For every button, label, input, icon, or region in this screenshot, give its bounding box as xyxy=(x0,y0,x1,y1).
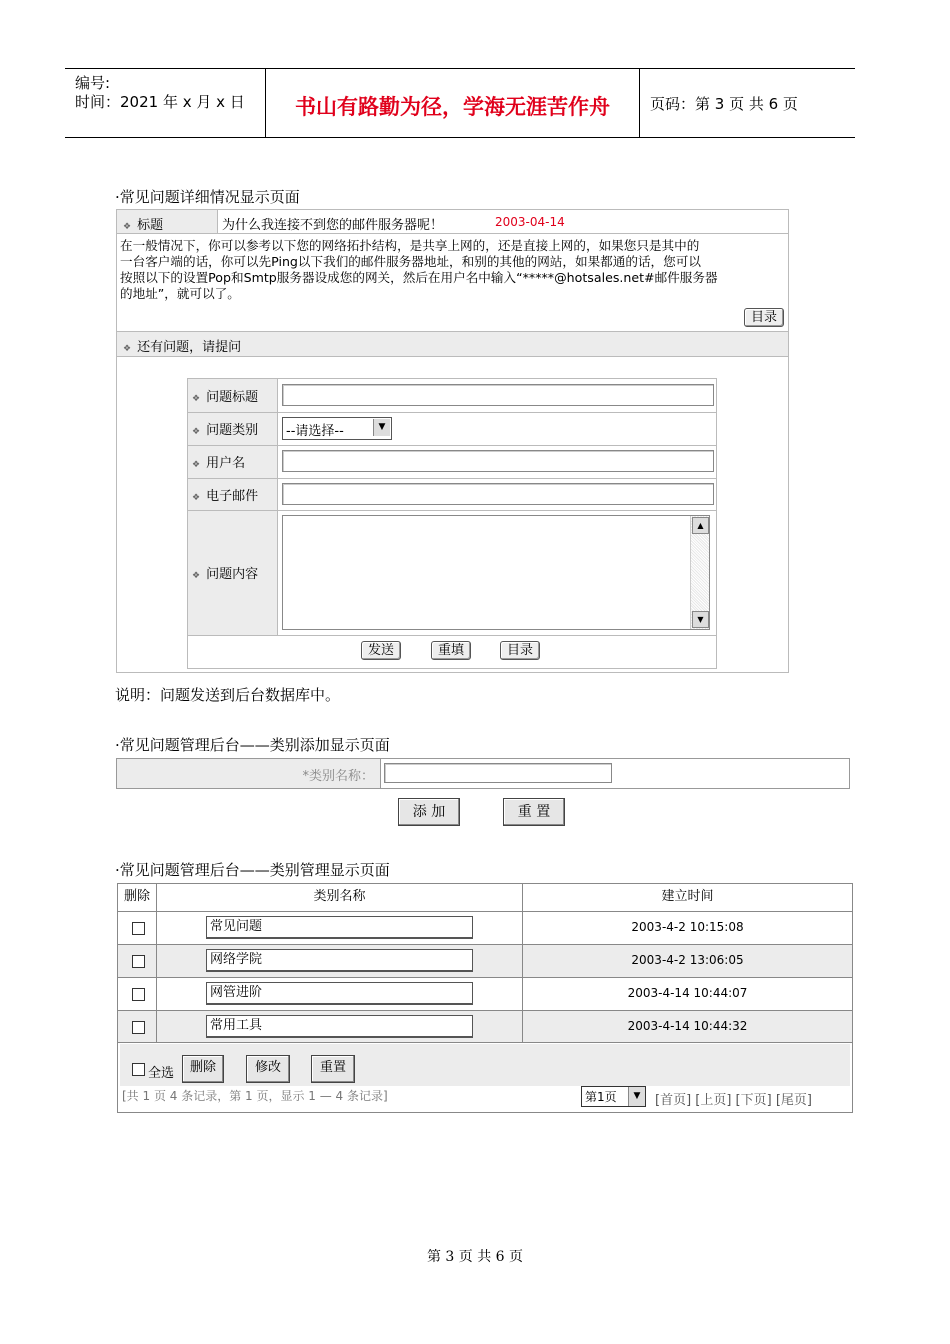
number-label: 编号: xyxy=(75,74,111,92)
answer-text xyxy=(120,238,786,302)
col-category-name: 类别名称 xyxy=(157,884,523,911)
content-textarea[interactable] xyxy=(282,515,710,630)
category-name-label: *类别名称： xyxy=(302,769,374,784)
section1-note: 说明：问题发送到后台数据库中。 xyxy=(115,686,341,704)
header-meta-cell xyxy=(65,69,266,137)
col-delete: 删除 xyxy=(118,884,157,911)
row-checkbox[interactable] xyxy=(132,955,145,968)
created-time: 2003-4-14 10:44:32 xyxy=(627,1019,748,1033)
section3-title: ·常见问题管理后台——类别管理显示页面 xyxy=(115,861,390,879)
select-all-label: 全选 xyxy=(148,1066,175,1081)
page-header xyxy=(65,68,855,138)
send-button[interactable]: 发送 xyxy=(361,641,401,660)
diamond-icon: ❖ xyxy=(192,460,201,470)
row-checkbox[interactable] xyxy=(132,988,145,1001)
scroll-up-icon[interactable]: ▲ xyxy=(692,517,709,534)
email-input[interactable] xyxy=(282,483,714,505)
username-input[interactable] xyxy=(282,450,714,472)
content-label: 问题内容 xyxy=(206,567,259,582)
header-motto-cell xyxy=(266,69,640,137)
question-form xyxy=(187,378,717,669)
ask-question-bar xyxy=(117,331,788,357)
delete-button[interactable]: 删除 xyxy=(182,1055,224,1083)
page-select[interactable] xyxy=(581,1086,646,1107)
category-name-field[interactable]: 网络学院 xyxy=(206,949,473,972)
diamond-icon: ❖ xyxy=(123,222,132,232)
col-created-time: 建立时间 xyxy=(661,889,714,904)
category-name-field[interactable]: 网管进阶 xyxy=(206,982,473,1005)
chevron-down-icon[interactable]: ▼ xyxy=(373,419,390,436)
q-title-label: 问题标题 xyxy=(206,390,259,405)
row-checkbox[interactable] xyxy=(132,1021,145,1034)
category-name-field[interactable]: 常用工具 xyxy=(206,1015,473,1038)
reset-table-button[interactable]: 重置 xyxy=(311,1055,355,1083)
question-date: 2003-04-14 xyxy=(495,215,565,229)
scroll-down-icon[interactable]: ▼ xyxy=(692,611,709,628)
pagination-links[interactable]: [首页] [上页] [下页] [尾页] xyxy=(655,1093,812,1108)
ask-label: 还有问题，请提问 xyxy=(137,340,242,355)
q-category-value: --请选择-- xyxy=(286,424,344,439)
form-label-column xyxy=(188,379,278,635)
diamond-icon: ❖ xyxy=(123,344,132,354)
q-title-input[interactable] xyxy=(282,384,714,406)
username-label: 用户名 xyxy=(206,456,246,471)
footer-page: 第 3 页 共 6 页 xyxy=(426,1249,524,1265)
table-row xyxy=(118,1011,852,1043)
created-time: 2003-4-14 10:44:07 xyxy=(627,986,748,1000)
faq-detail-panel xyxy=(116,209,789,673)
category-add-form xyxy=(116,758,850,789)
q-category-select[interactable] xyxy=(282,417,392,440)
diamond-icon: ❖ xyxy=(192,493,201,503)
header-page-cell xyxy=(640,69,855,137)
title-label-cell xyxy=(117,210,218,234)
time-label: 时间：2021 年 x 月 x 日 xyxy=(75,93,245,111)
title-value-cell xyxy=(218,210,788,234)
table-header xyxy=(118,884,852,912)
table-row xyxy=(118,912,852,945)
email-label: 电子邮件 xyxy=(206,489,259,504)
records-summary: [共 1 页 4 条记录，第 1 页，显示 1 — 4 条记录] xyxy=(122,1089,388,1103)
question-title: 为什么我连接不到您的邮件服务器呢！ xyxy=(222,218,444,233)
chevron-down-icon[interactable]: ▼ xyxy=(628,1087,645,1106)
table-row xyxy=(118,978,852,1011)
page-select-value: 第1页 xyxy=(585,1090,617,1104)
diamond-icon: ❖ xyxy=(192,571,201,581)
toc-button-form[interactable]: 目录 xyxy=(500,641,540,660)
textarea-scrollbar[interactable] xyxy=(690,516,709,629)
answer-line: 一台客户端的话，你可以先Ping以下我们的邮件服务器地址，和别的其他的网站，如果都通的话，您可以 xyxy=(120,254,701,269)
toc-button[interactable]: 目录 xyxy=(744,308,784,327)
title-label: 标题 xyxy=(137,218,164,233)
section1-title: ·常见问题详细情况显示页面 xyxy=(115,188,300,206)
select-all-checkbox[interactable] xyxy=(132,1063,145,1076)
table-row xyxy=(118,945,852,978)
category-manage-table xyxy=(117,883,853,1113)
section2-title: ·常见问题管理后台——类别添加显示页面 xyxy=(115,736,390,754)
diamond-icon: ❖ xyxy=(192,394,201,404)
category-label-cell xyxy=(117,759,381,788)
answer-line: 的地址”，就可以了。 xyxy=(120,286,240,301)
answer-line: 在一般情况下，你可以参考以下您的网络拓扑结构，是共享上网的，还是直接上网的，如果您只是其中的 xyxy=(120,238,700,253)
reset-category-button[interactable]: 重 置 xyxy=(503,798,565,826)
add-button[interactable]: 添 加 xyxy=(398,798,460,826)
reset-button[interactable]: 重填 xyxy=(431,641,471,660)
page-label: 页码：第 3 页 共 6 页 xyxy=(650,95,798,113)
category-name-input[interactable] xyxy=(384,763,612,783)
created-time: 2003-4-2 10:15:08 xyxy=(631,920,744,934)
category-name-field[interactable]: 常见问题 xyxy=(206,916,473,939)
answer-line: 按照以下的设置Pop和Smtp服务器设成您的网关，然后在用户名中输入“*****@hotsales.net#邮件服务器 xyxy=(120,270,718,285)
motto: 书山有路勤为径，学海无涯苦作舟 xyxy=(295,94,610,119)
q-category-label: 问题类别 xyxy=(206,423,259,438)
diamond-icon: ❖ xyxy=(192,427,201,437)
row-checkbox[interactable] xyxy=(132,922,145,935)
created-time: 2003-4-2 13:06:05 xyxy=(631,953,744,967)
modify-button[interactable]: 修改 xyxy=(246,1055,290,1083)
action-bar xyxy=(120,1044,850,1086)
